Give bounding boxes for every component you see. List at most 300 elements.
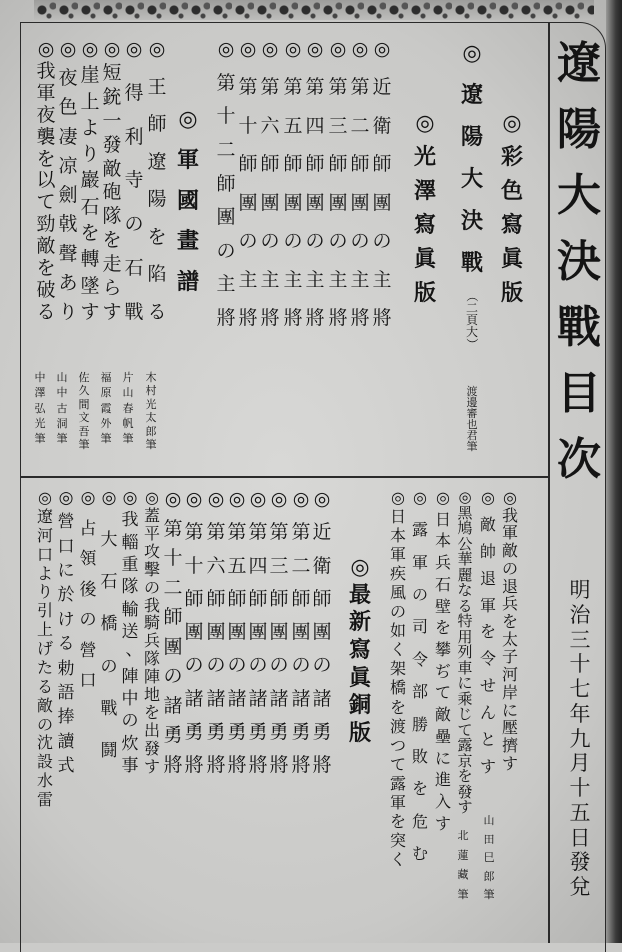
glyph: 師 [291,587,311,610]
glyph: 河 [36,525,53,545]
glyph: じ [457,705,473,723]
glyph: 諸 [248,687,268,710]
glyph: を [36,257,56,280]
glyph: 平 [143,523,160,543]
glyph: 夜 [58,67,78,90]
glyph: 團 [305,191,325,214]
toc-entry [500,490,520,772]
toc-entry [455,490,475,815]
glyph: す [434,813,451,833]
glyph: 銅 [348,692,371,719]
glyph: る [147,300,167,323]
glyph: 年 [569,701,591,726]
glyph: 外 [100,416,112,430]
glyph: 陷 [147,263,167,286]
glyph: 三 [269,554,289,577]
glyph: 將 [184,754,204,776]
glyph: 敵 [501,541,518,561]
glyph: の [305,230,325,253]
section-heading [347,556,373,744]
glyph: 諸 [206,687,226,710]
glyph: 將 [283,306,303,329]
glyph: 決 [460,208,483,234]
glyph: 敗 [411,746,428,766]
toc-entry [183,490,205,775]
page-edge-shadow [606,0,622,943]
glyph: 風 [389,583,406,603]
glyph: 鬪 [100,740,118,761]
glyph: ◎ [306,38,324,60]
glyph: 郎 [483,869,495,883]
glyph: す [479,756,496,776]
glyph: 兵 [434,553,451,573]
glyph: ◎ [228,488,246,510]
glyph: 澤 [413,178,436,204]
glyph: ◎ [391,488,405,507]
glyph: 十 [238,114,258,137]
glyph: 二 [350,114,370,137]
artist-credit [465,385,479,453]
glyph: ◎ [503,488,517,507]
glyph: 如 [389,621,406,641]
glyph: 光 [34,416,46,430]
glyph: 發 [457,782,473,801]
glyph: 擠 [501,736,518,756]
glyph: 疾 [389,564,406,584]
artist-credit [456,830,470,900]
glyph: と [479,730,496,750]
glyph: 公 [457,534,473,553]
glyph: 主 [305,268,325,291]
glyph: 露 [457,736,473,754]
glyph: 譜 [176,269,199,295]
glyph: る [57,634,75,655]
glyph: 將 [248,754,268,776]
glyph: 團 [269,621,289,643]
glyph: を [501,612,518,632]
glyph: 退 [479,568,496,588]
glyph: 第 [163,517,183,540]
glyph: 團 [248,621,268,643]
glyph: 軍 [176,146,199,173]
glyph: 入 [434,792,451,812]
glyph: 片 [122,371,134,384]
glyph: 師 [206,587,226,610]
glyph: ◎ [38,488,52,507]
glyph: 將 [350,306,370,329]
glyph: 岸 [501,682,518,702]
glyph: 版 [348,719,371,746]
glyph: 團 [283,191,303,214]
glyph: 第 [184,521,204,544]
glyph: 隊 [143,649,160,669]
glyph: 麗 [457,565,473,584]
glyph: 將 [206,754,226,776]
glyph: て [434,683,451,703]
glyph: を [389,697,406,717]
glyph: 藏 [457,868,469,882]
glyph: 一 [102,109,122,132]
glyph: 團 [350,191,370,214]
glyph: ◎ [81,38,99,60]
glyph: 九 [569,726,591,751]
glyph: の [328,230,348,253]
glyph: 退 [501,576,518,596]
glyph: 筆 [145,437,157,451]
glyph: 大 [100,530,118,551]
glyph: 筆 [483,888,495,901]
glyph: 寫 [413,212,436,238]
glyph: 師 [238,153,258,176]
glyph: 勝 [411,714,428,734]
glyph: ◎ [261,38,279,60]
glyph: 石 [124,257,144,280]
glyph: 戰 [124,300,144,323]
glyph: の [372,230,392,253]
glyph: 陽 [460,124,483,150]
glyph: 勇 [227,720,247,743]
glyph: 色 [500,178,523,204]
glyph: 五 [569,800,591,825]
glyph: の [411,585,428,605]
glyph: 主 [216,273,236,296]
glyph: 團 [260,191,280,214]
glyph: 捧 [57,707,75,728]
toc-entry [56,490,76,775]
size-note [464,289,480,351]
glyph: 引 [36,601,53,621]
glyph: け [57,609,75,630]
glyph: の [184,654,204,677]
glyph: 文 [78,411,90,425]
glyph: 壁 [434,596,451,616]
glyph: 口 [57,536,75,557]
glyph: 陣 [121,666,139,687]
glyph: す [457,798,473,816]
glyph: 主 [283,268,303,291]
glyph: 營 [79,640,97,661]
glyph: く [389,849,406,869]
section-divider [20,476,548,478]
glyph: 諸 [269,687,289,710]
glyph: 師 [283,153,303,176]
glyph: 戰 [100,698,118,719]
glyph: 第 [248,521,268,544]
glyph: 攀 [434,640,451,660]
toc-entry [349,40,371,328]
glyph: 用 [457,627,473,646]
glyph: 危 [411,811,428,831]
glyph: 諸 [291,687,311,710]
glyph: 間 [78,397,90,411]
glyph: 軍 [36,81,56,104]
glyph: 令 [411,649,428,669]
glyph: よ [80,116,100,139]
glyph: 攻 [143,541,160,561]
glyph: 衛 [312,554,332,577]
glyph: 日 [569,825,591,850]
glyph: 十 [163,547,183,570]
glyph: 砲 [102,181,122,204]
glyph: 炊 [121,733,139,754]
glyph: 乘 [457,689,473,708]
glyph: 眞 [348,664,371,691]
glyph: 第 [238,76,258,99]
glyph: 將 [216,307,236,329]
glyph: 第 [260,76,280,99]
glyph: 師 [372,153,392,176]
glyph: 審 [466,407,478,420]
glyph: 轉 [80,248,100,271]
glyph: 團 [291,621,311,643]
toc-entry [79,40,101,322]
glyph: ◎ [178,106,198,132]
glyph: 銃 [102,85,122,108]
glyph: ん [479,703,496,723]
glyph: 部 [411,682,428,702]
glyph: 中 [121,688,139,709]
glyph: 破 [36,278,56,301]
toc-entry [259,40,281,328]
glyph: 筆 [100,432,112,445]
glyph: 將 [312,754,332,776]
glyph: ◎ [373,38,391,60]
glyph: な [457,581,473,599]
glyph: ◎ [462,40,482,66]
glyph: 月 [569,751,591,776]
toc-entry [290,490,312,775]
glyph: ◎ [350,554,370,580]
glyph: を [147,225,167,248]
glyph: 團 [216,206,236,229]
glyph: 勇 [291,720,311,743]
glyph: 主 [260,268,280,291]
glyph: 十 [216,105,236,128]
glyph: 第 [269,521,289,544]
glyph: の [269,654,289,677]
glyph: 福 [100,371,112,384]
glyph: 遼 [147,150,167,173]
glyph: 戰 [460,250,483,276]
glyph: 將 [372,306,392,329]
glyph: 突 [389,830,406,850]
glyph: く [389,640,406,660]
glyph: 軍 [411,552,428,572]
glyph: 橋 [389,678,406,698]
glyph: 凉 [58,154,78,177]
glyph: 陽 [147,188,167,211]
glyph: 壓 [501,718,518,738]
glyph: 夜 [36,103,56,126]
toc-entry [327,40,349,328]
glyph: 渡 [389,716,406,736]
artist-credit [482,815,496,900]
glyph: 石 [80,195,100,218]
glyph: 將 [269,754,289,776]
glyph: 特 [457,612,473,630]
glyph: 華 [457,550,473,568]
glyph: の [350,230,370,253]
glyph: 石 [434,574,451,594]
glyph: ◎ [436,488,450,507]
glyph: 將 [260,306,280,329]
glyph: す [501,753,518,773]
glyph: 筆 [34,432,46,445]
glyph: を [389,811,406,831]
glyph: 雷 [36,790,53,809]
glyph: ◎ [101,488,117,508]
glyph: 令 [479,649,496,669]
glyph: ◎ [145,488,159,507]
glyph: 筆 [56,432,68,445]
glyph: 事 [121,755,139,776]
glyph: 治 [569,602,591,627]
toc-entry [247,490,269,775]
glyph: 將 [238,306,258,329]
glyph: 、 [125,640,143,661]
glyph: 色 [58,96,78,119]
glyph: 團 [184,621,204,643]
glyph: の [216,239,236,262]
toc-entry [410,490,430,862]
glyph: （ [464,289,479,303]
glyph: 師 [227,587,247,610]
glyph: 戟 [58,213,78,236]
glyph: 郎 [145,424,157,438]
glyph: 鳩 [457,519,473,537]
glyph: 弘 [34,401,46,415]
glyph: 地 [143,685,160,705]
toc-entry [459,42,485,274]
glyph: 師 [328,153,348,176]
glyph: 光 [413,144,436,170]
glyph: 五 [227,554,247,577]
glyph: 於 [57,585,75,606]
glyph: 聲 [58,242,78,265]
glyph: 凄 [58,125,78,148]
glyph: の [79,610,97,630]
glyph: の [238,230,258,253]
glyph: 輜 [121,532,139,553]
glyph: 大 [465,325,478,339]
toc-entry [371,40,393,328]
toc-entry [78,490,98,690]
glyph: 衛 [372,114,392,137]
glyph: 敵 [434,705,451,725]
glyph: 團 [328,191,348,214]
glyph: 諸 [227,687,247,710]
glyph: を [434,618,451,638]
glyph: 式 [57,755,75,776]
glyph: 兵 [501,594,518,614]
toc-entry [146,40,168,322]
glyph: 占 [79,518,97,539]
glyph: 上 [80,90,100,113]
glyph: 我 [121,510,139,531]
glyph: 大 [460,166,483,192]
toc-entry [57,40,79,322]
glyph: 敵 [36,695,53,715]
glyph: 發 [569,850,591,875]
glyph: 京 [457,751,473,770]
glyph: ◎ [249,488,267,510]
glyph: 本 [389,526,406,546]
glyph: 六 [206,554,226,577]
glyph: 久 [78,384,90,398]
artist-credit [99,372,113,444]
glyph: 二 [291,554,311,577]
glyph: 第 [305,76,325,99]
glyph: 吾 [78,424,90,438]
glyph: 將 [227,754,247,776]
glyph: 太 [501,629,518,649]
glyph: を [411,779,428,799]
toc-entry [162,490,184,775]
glyph: 版 [413,280,436,306]
glyph: 陣 [143,667,160,687]
glyph: 最 [348,581,371,608]
glyph: 敵 [36,235,56,258]
glyph: ◎ [413,488,427,507]
glyph: の [143,577,160,597]
glyph: 二 [465,301,478,315]
glyph: に [434,748,451,768]
glyph: 師 [248,587,268,610]
glyph: ◎ [59,38,77,60]
glyph: 寫 [348,636,371,663]
glyph: 蓮 [457,848,469,862]
glyph: 水 [36,771,53,791]
toc-entry [123,40,145,322]
glyph: る [457,596,473,615]
glyph: る [36,676,53,696]
glyph: て [36,191,56,214]
glyph: ◎ [148,38,166,60]
glyph: の [227,654,247,677]
glyph: 巳 [483,851,495,864]
glyph: 壘 [434,726,451,746]
glyph: り [36,582,53,602]
glyph: 本 [434,531,451,551]
glyph: り [58,300,78,323]
glyph: の [260,230,280,253]
toc-entry [282,40,304,328]
glyph: 軍 [501,523,518,543]
glyph: の [291,654,311,677]
glyph: つ [389,735,406,755]
glyph: 語 [57,682,75,703]
glyph: 十 [569,652,591,677]
glyph: 日 [389,507,406,527]
glyph: 敵 [102,157,122,180]
glyph: 三 [569,627,591,652]
glyph: 主 [328,268,348,291]
glyph: 筆 [78,437,90,451]
glyph: 將 [305,306,325,329]
glyph: 河 [501,665,518,685]
glyph: の [312,654,332,677]
glyph: 車 [457,658,473,677]
glyph: 我 [501,505,518,525]
toc-entry [120,488,143,776]
glyph: 主 [372,268,392,291]
glyph: す [143,756,160,776]
title-column-rule [548,22,550,943]
glyph: す [80,300,100,323]
glyph: 我 [143,595,160,615]
glyph: 送 [121,621,139,642]
glyph: 二 [163,576,183,599]
